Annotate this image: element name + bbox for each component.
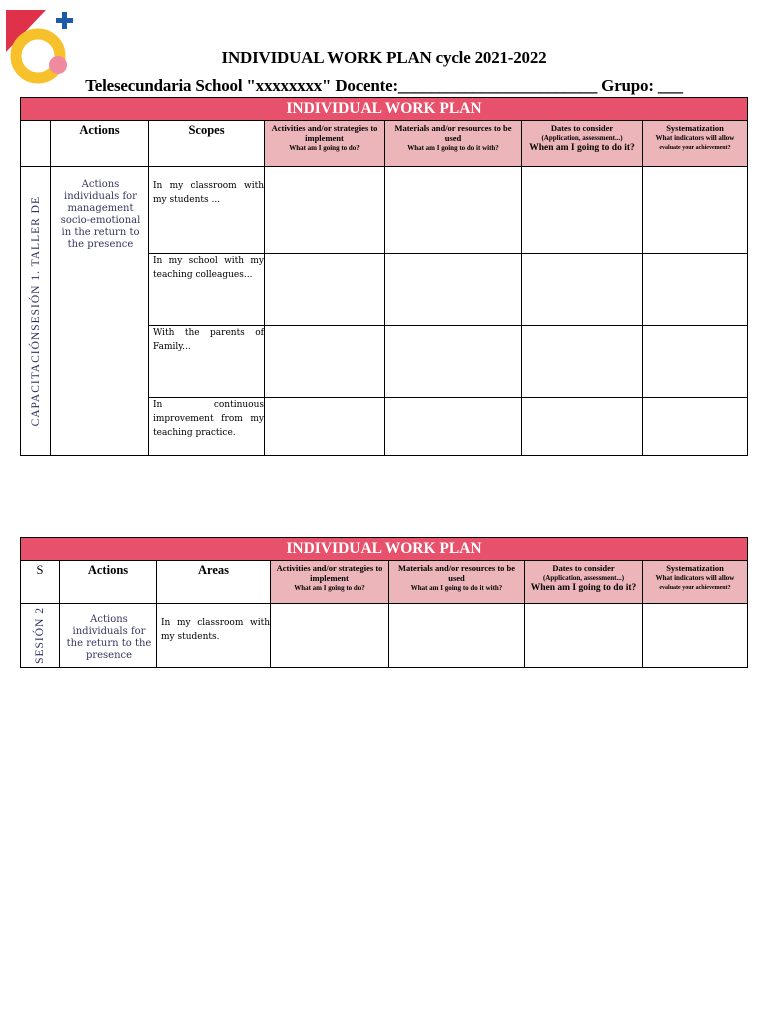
table2-banner: INDIVIDUAL WORK PLAN <box>21 538 748 561</box>
table2-header-s: S <box>21 561 60 604</box>
table2-system-sub: What indicators will allow <box>655 574 735 582</box>
table1-cell-system-1[interactable] <box>643 167 748 254</box>
table1-banner: INDIVIDUAL WORK PLAN <box>21 98 748 121</box>
table1-system-sub: What indicators will allow <box>655 134 735 142</box>
table1-cell-activities-2[interactable] <box>265 254 385 326</box>
table2-header-areas: Areas <box>157 561 271 604</box>
table2-system-sub2: evaluate your achievement? <box>659 585 731 591</box>
table2-cell-dates[interactable] <box>525 604 643 668</box>
table2-header-systematization <box>643 561 748 604</box>
document-subtitle: Telesecundaria School "xxxxxxxx" Docente:________________________ Grupo: ___ <box>85 76 683 95</box>
document-title: INDIVIDUAL WORK PLAN cycle 2021-2022 <box>221 48 547 67</box>
table2-header-activities <box>271 561 389 604</box>
table1-scope-1: In my classroom with my students ... <box>149 167 265 254</box>
table1-activities-sub: What am I going to do? <box>289 144 360 152</box>
table2-header-materials <box>389 561 525 604</box>
table2-dates-sub2: When am I going to do it? <box>530 583 637 593</box>
table1-cell-materials-1[interactable] <box>385 167 522 254</box>
table1-header-activities <box>265 121 385 167</box>
table1-session-label: CAPACITACIÓNSESIÓN 1. TALLER DE <box>29 195 42 427</box>
table1-cell-materials-4[interactable] <box>385 398 522 456</box>
table1-scope-4: In continuous improvement from my teaching practice. <box>149 398 265 456</box>
table1-cell-activities-3[interactable] <box>265 326 385 398</box>
table1-dates-sub2: When am I going to do it? <box>529 143 635 153</box>
table1-cell-dates-3[interactable] <box>522 326 643 398</box>
table1-header-actions: Actions <box>51 121 149 167</box>
table1-cell-activities-4[interactable] <box>265 398 385 456</box>
table2-materials-sub: What am I going to do it with? <box>410 584 503 592</box>
table2-cell-system[interactable] <box>643 604 748 668</box>
table1-session-label-cell <box>21 167 51 456</box>
logo-plus-horizontal <box>56 18 73 23</box>
table1-cell-dates-1[interactable] <box>522 167 643 254</box>
table1-materials-sub: What am I going to do it with? <box>407 144 499 152</box>
table1-actions-text: Actions individuals for management socio-emotional in the return to the presence <box>51 167 149 456</box>
table2-header-dates <box>525 561 643 604</box>
table1-system-sub2: evaluate your achievement? <box>659 145 731 151</box>
table2-system-title: Systematization <box>666 563 724 573</box>
table1-header-dates <box>522 121 643 167</box>
work-plan-table-2 <box>20 537 748 668</box>
table2-actions-text: Actions individuals for the return to the presence <box>60 604 157 668</box>
table1-header-systematization <box>643 121 748 167</box>
table2-dates-title: Dates to consider <box>552 563 615 573</box>
table1-scope-3: With the parents of Family... <box>149 326 265 398</box>
table2-areas-text: In my classroom with my students. <box>157 604 271 668</box>
table1-header-materials <box>385 121 522 167</box>
table1-cell-system-4[interactable] <box>643 398 748 456</box>
table1-dates-title: Dates to consider <box>550 123 614 133</box>
school-logo <box>6 8 74 84</box>
table2-activities-sub: What am I going to do? <box>294 584 365 592</box>
table1-cell-system-2[interactable] <box>643 254 748 326</box>
table1-activities-title: Activities and/or strategies to implement <box>271 123 378 143</box>
work-plan-table-1 <box>20 97 748 456</box>
table1-materials-title: Materials and/or resources to be used <box>394 123 512 143</box>
table2-session-label-cell <box>21 604 60 668</box>
table2-session-label: SESIÓN 2 <box>34 607 46 664</box>
table2-materials-title: Materials and/or resources to be used <box>397 563 516 583</box>
table2-cell-activities[interactable] <box>271 604 389 668</box>
table1-cell-activities-1[interactable] <box>265 167 385 254</box>
table1-header-blank <box>21 121 51 167</box>
table1-scope-2: In my school with my teaching colleagues... <box>149 254 265 326</box>
table1-dates-sub: (Application, assessment...) <box>541 134 623 142</box>
table1-cell-materials-3[interactable] <box>385 326 522 398</box>
table2-cell-materials[interactable] <box>389 604 525 668</box>
table1-cell-system-3[interactable] <box>643 326 748 398</box>
table1-cell-materials-2[interactable] <box>385 254 522 326</box>
table2-header-actions: Actions <box>60 561 157 604</box>
table1-cell-dates-4[interactable] <box>522 398 643 456</box>
table1-header-scopes: Scopes <box>149 121 265 167</box>
table2-dates-sub: (Application, assessment...) <box>542 574 625 582</box>
table1-cell-dates-2[interactable] <box>522 254 643 326</box>
table2-activities-title: Activities and/or strategies to implement <box>276 563 383 583</box>
table1-system-title: Systematization <box>666 123 724 133</box>
